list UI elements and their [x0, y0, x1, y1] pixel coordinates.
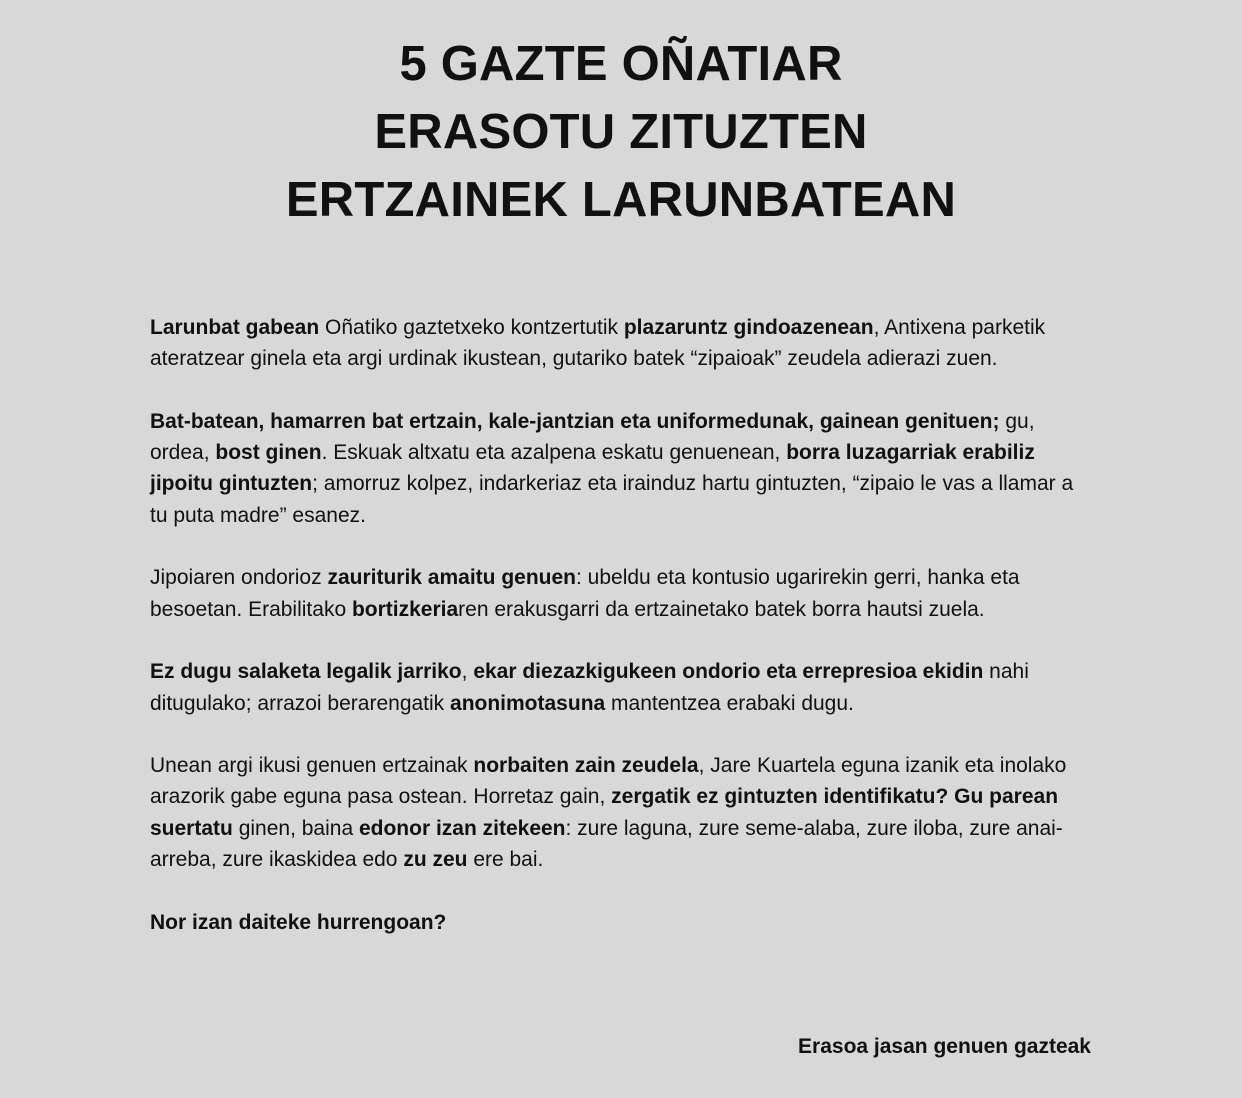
text-segment: Unean argi ikusi genuen ertzainak [150, 754, 474, 778]
text-segment: Ez dugu salaketa legalik jarriko [150, 660, 462, 684]
text-segment: : ubeldu eta kontusio ugarirekin gerri, hanka eta besoetan. Erabilitako [150, 566, 1020, 621]
text-segment: mantentzea erabaki dugu. [605, 691, 854, 715]
paragraph-1 [150, 312, 1090, 375]
text-segment: borra luzagarriak erabiliz jipoitu gintuzten [150, 441, 1035, 496]
title-line-2: ERASOTU ZITUZTEN [374, 105, 868, 159]
title-line-3: ERTZAINEK LARUNBATEAN [285, 173, 957, 227]
text-segment: zauriturik amaitu genuen [327, 566, 576, 590]
text-segment: Nor izan daiteke hurrengoan? [150, 910, 447, 934]
text-segment: ginen, baina [232, 816, 359, 840]
text-segment: Jipoiaren ondorioz [150, 566, 328, 590]
signature: Erasoa jasan genuen gazteak [798, 1035, 1091, 1058]
text-segment: ; amorruz kolpez, indarkeriaz eta irainduz hartu gintuzten, “zipaio le vas a llamar a tu puta madre” esanez. [150, 472, 1074, 527]
page-title [0, 30, 1242, 234]
text-segment: gu, ordea, [150, 409, 1035, 465]
text-segment: plazaruntz gindoazenean [623, 316, 874, 339]
text-segment: , Antixena parketik ateratzear ginela eta argi urdinak ikustean, gutariko batek “zipaioak” zeudela adierazi zuen. [150, 316, 1046, 371]
paragraph-4 [150, 656, 1090, 719]
text-segment: ren erakusgarri da ertzainetako batek borra hautsi zuela. [458, 597, 985, 621]
text-segment: ekar diezazkigukeen ondorio eta errepresioa ekidin [473, 660, 984, 684]
paragraph-5 [150, 750, 1090, 875]
text-segment: norbaiten zain zeudela [473, 754, 699, 778]
text-segment: edonor izan zitekeen [358, 816, 566, 840]
title-line-1: 5 GAZTE OÑATIAR [399, 37, 843, 91]
paragraph-2 [150, 406, 1090, 531]
text-segment: zu zeu [403, 848, 468, 872]
text-segment: Larunbat gabean [150, 316, 320, 339]
closing-question [150, 907, 1090, 938]
article-body [150, 312, 1090, 969]
text-segment: anonimotasuna [450, 691, 606, 715]
text-segment: , Jare Kuartela eguna izanik eta inolako arazorik gabe eguna pasa ostean. Horretaz gain, [150, 754, 1067, 809]
text-segment: : zure laguna, zure seme-alaba, zure iloba, zure anai-arreba, zure ikaskidea edo [150, 816, 1063, 872]
text-segment: bortizkeria [351, 597, 459, 621]
text-segment: . Eskuak altxatu eta azalpena eskatu genuenean, [321, 441, 787, 465]
text-segment: , [461, 660, 474, 684]
text-segment: Bat-batean, hamarren bat ertzain, kale-jantzian eta uniformedunak, gainean genituen; [150, 409, 1000, 433]
text-segment: ere bai. [467, 848, 544, 872]
text-segment: nahi ditugulako; arrazoi berarengatik [150, 660, 1029, 715]
text-segment: Oñatiko gaztetxeko kontzertutik [319, 316, 624, 339]
text-segment: bost ginen [215, 441, 322, 465]
paragraph-3 [150, 562, 1090, 625]
text-segment: zergatik ez gintuzten identifikatu? Gu parean suertatu [150, 785, 1059, 840]
